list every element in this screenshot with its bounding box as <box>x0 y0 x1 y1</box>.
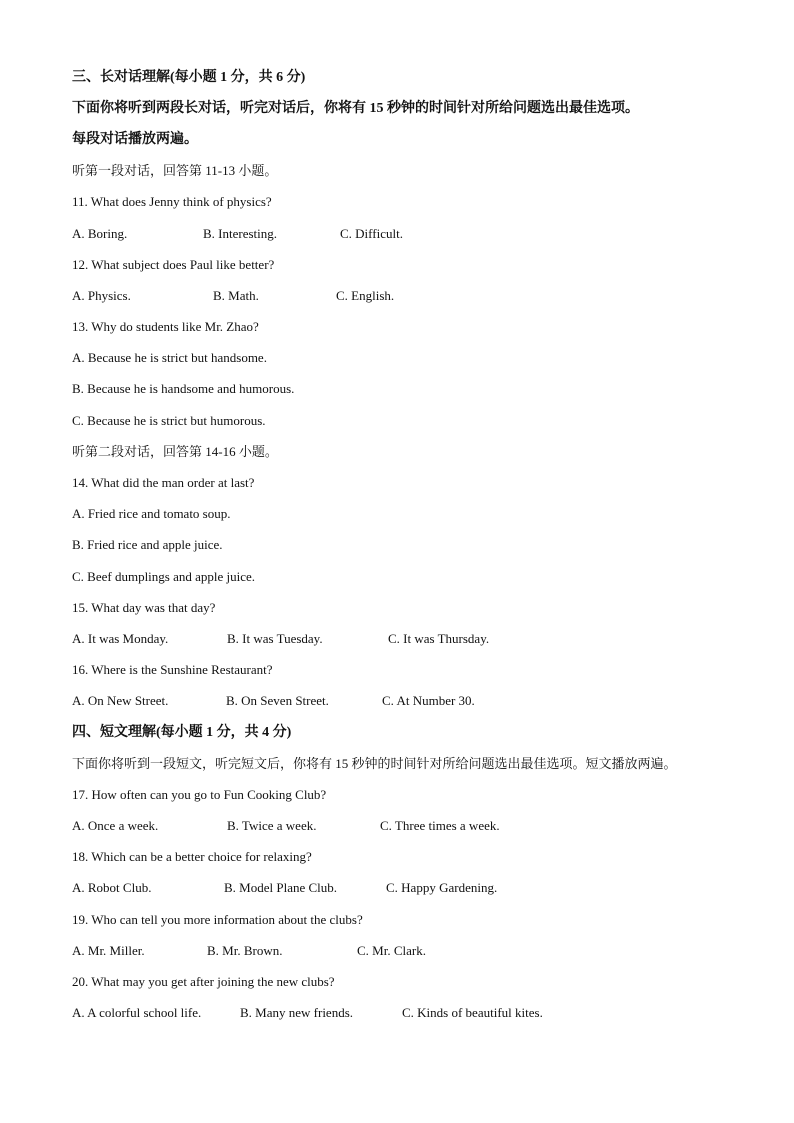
question-20: 20. What may you get after joining the new clubs? <box>72 974 335 990</box>
option-13-c: C. Because he is strict but humorous. <box>72 412 266 428</box>
option-12-a: A. Physics. <box>72 287 131 303</box>
question-15-options <box>72 623 742 654</box>
question-19-options <box>72 935 742 966</box>
option-20-b: B. Many new friends. <box>240 1005 354 1021</box>
question-20-options <box>72 998 742 1029</box>
question-16-options <box>72 686 742 717</box>
dialogue-2-intro: 听第二段对话，回答第 14-16 小题。 <box>72 443 278 459</box>
question-11: 11. What does Jenny think of physics? <box>72 194 272 210</box>
option-17-c: C. Three times a week. <box>380 818 500 834</box>
option-11-b: B. Interesting. <box>203 225 278 241</box>
option-16-c: C. At Number 30. <box>382 693 475 709</box>
question-18-options <box>72 873 742 904</box>
option-15-b: B. It was Tuesday. <box>227 630 323 646</box>
section-4-instruction: 下面你将听到一段短文，听完短文后，你将有 15 秒钟的时间针对所给问题选出最佳选项。短文播放两遍。 <box>72 755 677 771</box>
section-3-heading: 三、长对话理解(每小题 1 分，共 6 分) <box>72 69 306 85</box>
option-14-b: B. Fried rice and apple juice. <box>72 537 223 553</box>
question-17-options <box>72 811 742 842</box>
option-16-b: B. On Seven Street. <box>226 693 329 709</box>
option-18-b: B. Model Plane Club. <box>224 880 338 896</box>
option-12-c: C. English. <box>336 287 395 303</box>
option-17-a: A. Once a week. <box>72 818 159 834</box>
option-15-a: A. It was Monday. <box>72 630 169 646</box>
option-17-b: B. Twice a week. <box>227 818 317 834</box>
section-3-instruction-1: 下面你将听到两段长对话，听完对话后，你将有 15 秒钟的时间针对所给问题选出最佳选项。 <box>72 100 639 116</box>
dialogue-1-intro: 听第一段对话，回答第 11-13 小题。 <box>72 163 278 179</box>
question-15: 15. What day was that day? <box>72 599 216 615</box>
option-19-b: B. Mr. Brown. <box>207 942 283 958</box>
option-15-c: C. It was Thursday. <box>388 630 490 646</box>
option-14-a: A. Fried rice and tomato soup. <box>72 506 231 522</box>
option-19-a: A. Mr. Miller. <box>72 942 145 958</box>
option-18-a: A. Robot Club. <box>72 880 152 896</box>
option-14-c: C. Beef dumplings and apple juice. <box>72 568 256 584</box>
question-11-options <box>72 218 742 249</box>
question-14: 14. What did the man order at last? <box>72 475 255 491</box>
exam-page <box>72 62 742 1029</box>
option-13-b: B. Because he is handsome and humorous. <box>72 381 295 397</box>
question-12-options <box>72 280 742 311</box>
option-19-c: C. Mr. Clark. <box>357 942 426 958</box>
section-3-instruction-2: 每段对话播放两遍。 <box>72 131 198 147</box>
option-16-a: A. On New Street. <box>72 693 169 709</box>
option-11-a: A. Boring. <box>72 225 128 241</box>
option-13-a: A. Because he is strict but handsome. <box>72 350 267 366</box>
question-17: 17. How often can you go to Fun Cooking Club? <box>72 786 327 802</box>
section-4-heading: 四、短文理解(每小题 1 分，共 4 分) <box>72 724 292 740</box>
option-18-c: C. Happy Gardening. <box>386 880 498 896</box>
option-12-b: B. Math. <box>213 287 259 303</box>
question-19: 19. Who can tell you more information about the clubs? <box>72 911 363 927</box>
option-20-c: C. Kinds of beautiful kites. <box>402 1005 543 1021</box>
question-16: 16. Where is the Sunshine Restaurant? <box>72 662 273 678</box>
option-11-c: C. Difficult. <box>340 225 403 241</box>
option-20-a: A. A colorful school life. <box>72 1005 202 1021</box>
question-12: 12. What subject does Paul like better? <box>72 256 275 272</box>
question-18: 18. Which can be a better choice for relaxing? <box>72 849 312 865</box>
question-13: 13. Why do students like Mr. Zhao? <box>72 319 259 335</box>
